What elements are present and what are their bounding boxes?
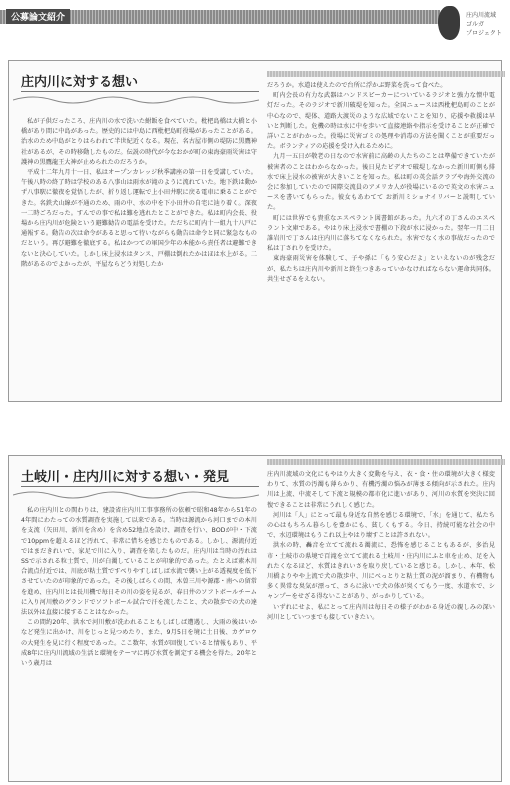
article-1-right-column — [267, 81, 495, 397]
article-2-title: 土岐川・庄内川に対する想い・発見 — [21, 470, 230, 485]
article-2-wave-divider — [13, 489, 259, 501]
paragraph: 東海豪雨災害を体験して、子や孫に「もう安心だよ」といえないのが残念だが、私たちは庄内川や新川と終生つきあっていかなければならない運命共同体。共生せざるをえない。 — [267, 255, 495, 283]
logo-text-line3: プロジェクト — [466, 30, 502, 37]
logo-text-line1: 庄内川流域 — [466, 12, 497, 19]
paragraph: 私の庄内川との関わりは、建設省庄内川工事事務所の依頼で昭和48年から51年の4年間にわたっての水質調査を実施して以来である。当時は源流から河口までの本川を支流（矢田川、新川を含め）を含め52地点を設け、調査を行い、BODが中・下流で10ppmを超えるほど汚れて、非常に惜ちを感じたものである。しかし、源流付近ではまだきれいで、家足で川に入り、調査を楽したものだ。庄内川は当時の汚れはSSで示される粒士質で、川が白濁していることが印象的であった。たとえば素木川合流点付近では、川底が粘土質ですべりやすしばしば水流で襲い上がる透視度を低下させていたのが印象的であった。その後しばらくの間、木曽三川や源郡・南への留常を進め、庄内川とは長川機で毎日その川の姿を見るが、春日井のソフトボールチームに入り河川敷のグランドでソフトボール試合で汗を流したこと、犬の散歩での犬の達法以外は直接に接することはなかった。 — [21, 507, 257, 617]
article-1-left-column — [21, 117, 257, 397]
article-1-title-rule — [21, 91, 259, 92]
logo-mark-icon — [438, 6, 460, 40]
article-2 — [8, 455, 502, 782]
paragraph: 洪水の時、轟音を立てて流れる濁流に、恐怖を感じることもあるが、多治見市・土岐市の県境で百滝を立てて流れる土岐川・庄内川にふと車を止め、足を入れたくなるほど、水質はきれいさを取り戻していると感じる。しかし、本年、松川橋よりやや上流で犬の散歩中、川にべっとりと粘土質の泥が溜まり、有機物も多く異常な臭気が漂って、さらに泳いで犬の体が臭くてもう一度、水道水で、シャンプーをせざる得ないことがあり、がっかりしている。 — [267, 542, 495, 601]
project-logo — [436, 2, 506, 44]
paragraph: いずれにせよ、私にとって庄内川は毎日その様子がわかる身近の親しみの深い河川としていつまでも接していきたい。 — [267, 603, 495, 621]
paragraph: 庄内川流域の文化にもやはり大きく変動を与え、衣・食・住の環境が大きく様変わりて、水質の汚濁も薄らかり、有機汚濁の悩みが薄まる傾向が示された。庄内川は上流、中流そして下流と規模の都市化に進いがあり、河川の水質を突決に回復できることは非常にうれしく感じた。 — [267, 471, 495, 509]
paragraph: この間約20年、洪水で河川敷が洗われることもしばしば遭遇し、大雨の後はいかなど発生に出かけ、川をじっと見つめたり、また、9月5日を境に土日後、カゲロウの大発生を見に行く程度であった。ここ数年、水質が回復していると情報もあり、平成8年に庄内川流域の生活と環境をテーマに再び水質を測定する機会を得た。20年という歳月は — [21, 619, 257, 668]
page-header — [0, 0, 510, 46]
article-2-right-column — [267, 470, 495, 770]
paragraph: 町には世界でも貴重なエスペラント図書館があった。九六才の丁さんのエスペラント文庫である。やはり床上浸水で書棚の下段が水に浸かった。翌年一月二日誰岩川で丁さんは庄内川に落ちてなくなられた。水害でなく水の事故だったので私は丁されりを受けた。 — [267, 214, 495, 253]
section-tag: 公募論文紹介 — [6, 9, 70, 24]
article-1-wave-divider — [13, 94, 259, 106]
article-2-right-stripe — [267, 459, 505, 465]
paragraph: 平成十二年九月十一日、私はオープンカレッジ秋季講座の第一日を受講していた。午後八時の終了時は学校のある八事山は雨水が滝のように流れていた。地下鉄は動かず八事駅に徹夜を覚悟したが、折り返し運転で上小田井駅に戻る電車に乗ることができた。名鉄犬山線が不通のため、雨の中、水の中を下小田井の自宅に辿り着く。深夜一二時ごろだった。すんでの事で私は難を逃れたとことができた。私は町内会長、役場から庄内川が危険という避難勧告の電話を受けた。ただちに町内十一組九十八戸に通報する。動告の次は命令があると思って待いながらも動告は命令と同に緊急なものだという。再び避難を徹底する。私はかつての軍国少年の本能から責任者は避難できないと決心していた。しかし床上浸水はタンス、戸棚は倒れたかはほは水上がる。二階があるのでよかったが、平屋ならどう対処したか — [21, 169, 257, 268]
paragraph: 町内会長の有力な武器はハンドスピーカーについているラジオと強力な懐中電灯だった。そのラジオで新川破堤を知った。全国ニュースは西枇杷島町のことが中心なので、堤体、道路大渡災のような広域でないことを知り、応援や救援は早いと判断した。危機の時は水に中を歩いて直接連絡や指示を受けることが正確で詳いことがわかった。役場に災害ゴミの処理や消毒の方法を聞くことが重要だった。ボランティアの応援を受け入れるために。 — [267, 92, 495, 151]
article-1-title: 庄内川に対する想い — [21, 75, 139, 90]
article-1 — [8, 60, 502, 402]
article-1-right-stripe — [267, 71, 505, 77]
paragraph: 河川は「人」にとって最も身近な自然を感じる環境で、「水」を通じて、私たちの心はもちろん暮らしを豊かにも、貧しくもする。今日、持続可能な社会の中で、水辺環境はもうこれ以上やはり壊すことは許されない。 — [267, 511, 495, 540]
paragraph: 九月一五日が敬老の日なので水害前に高齢の人たちのことは準備できていたが被害者のことはわからなかった。後日見たビデオで破堤しなかった新川町側も排水で床上浸水の被害が大きいことを知った。私は町の英会話クラブや海外交流の会に参加していたので国際交流員のアメリカ人が役場にいるので英文の水害ニュースを書いてもらった。彼女もあわてて お新川ミショナイリバーと説明していた。 — [267, 153, 495, 212]
article-2-title-rule — [21, 486, 259, 487]
paragraph: 私が子供だったころ、庄内川の水で洗いた鮒飯を食べていた。枇杷島橋は大橋と小橋があり間に中島があった。歴史的には中島に西枇杷島町役場があったことがある。治水のため中島がとりはらわれて半世紀近くなる。現在、名古屋市側の堤防に黒鷹神社があるが、その時移動したものだ。伝説の時代が今なおかが町の東海豪雨災害は守護神の黒鷹龍王大神が止められたのだろうか。 — [21, 118, 257, 166]
article-2-left-column — [21, 506, 257, 778]
paragraph: だろうか。水道は使えたので台所に浮かぶ野菜を洗って食べた。 — [267, 82, 447, 89]
logo-text-line2: ゴルガ — [466, 21, 485, 28]
